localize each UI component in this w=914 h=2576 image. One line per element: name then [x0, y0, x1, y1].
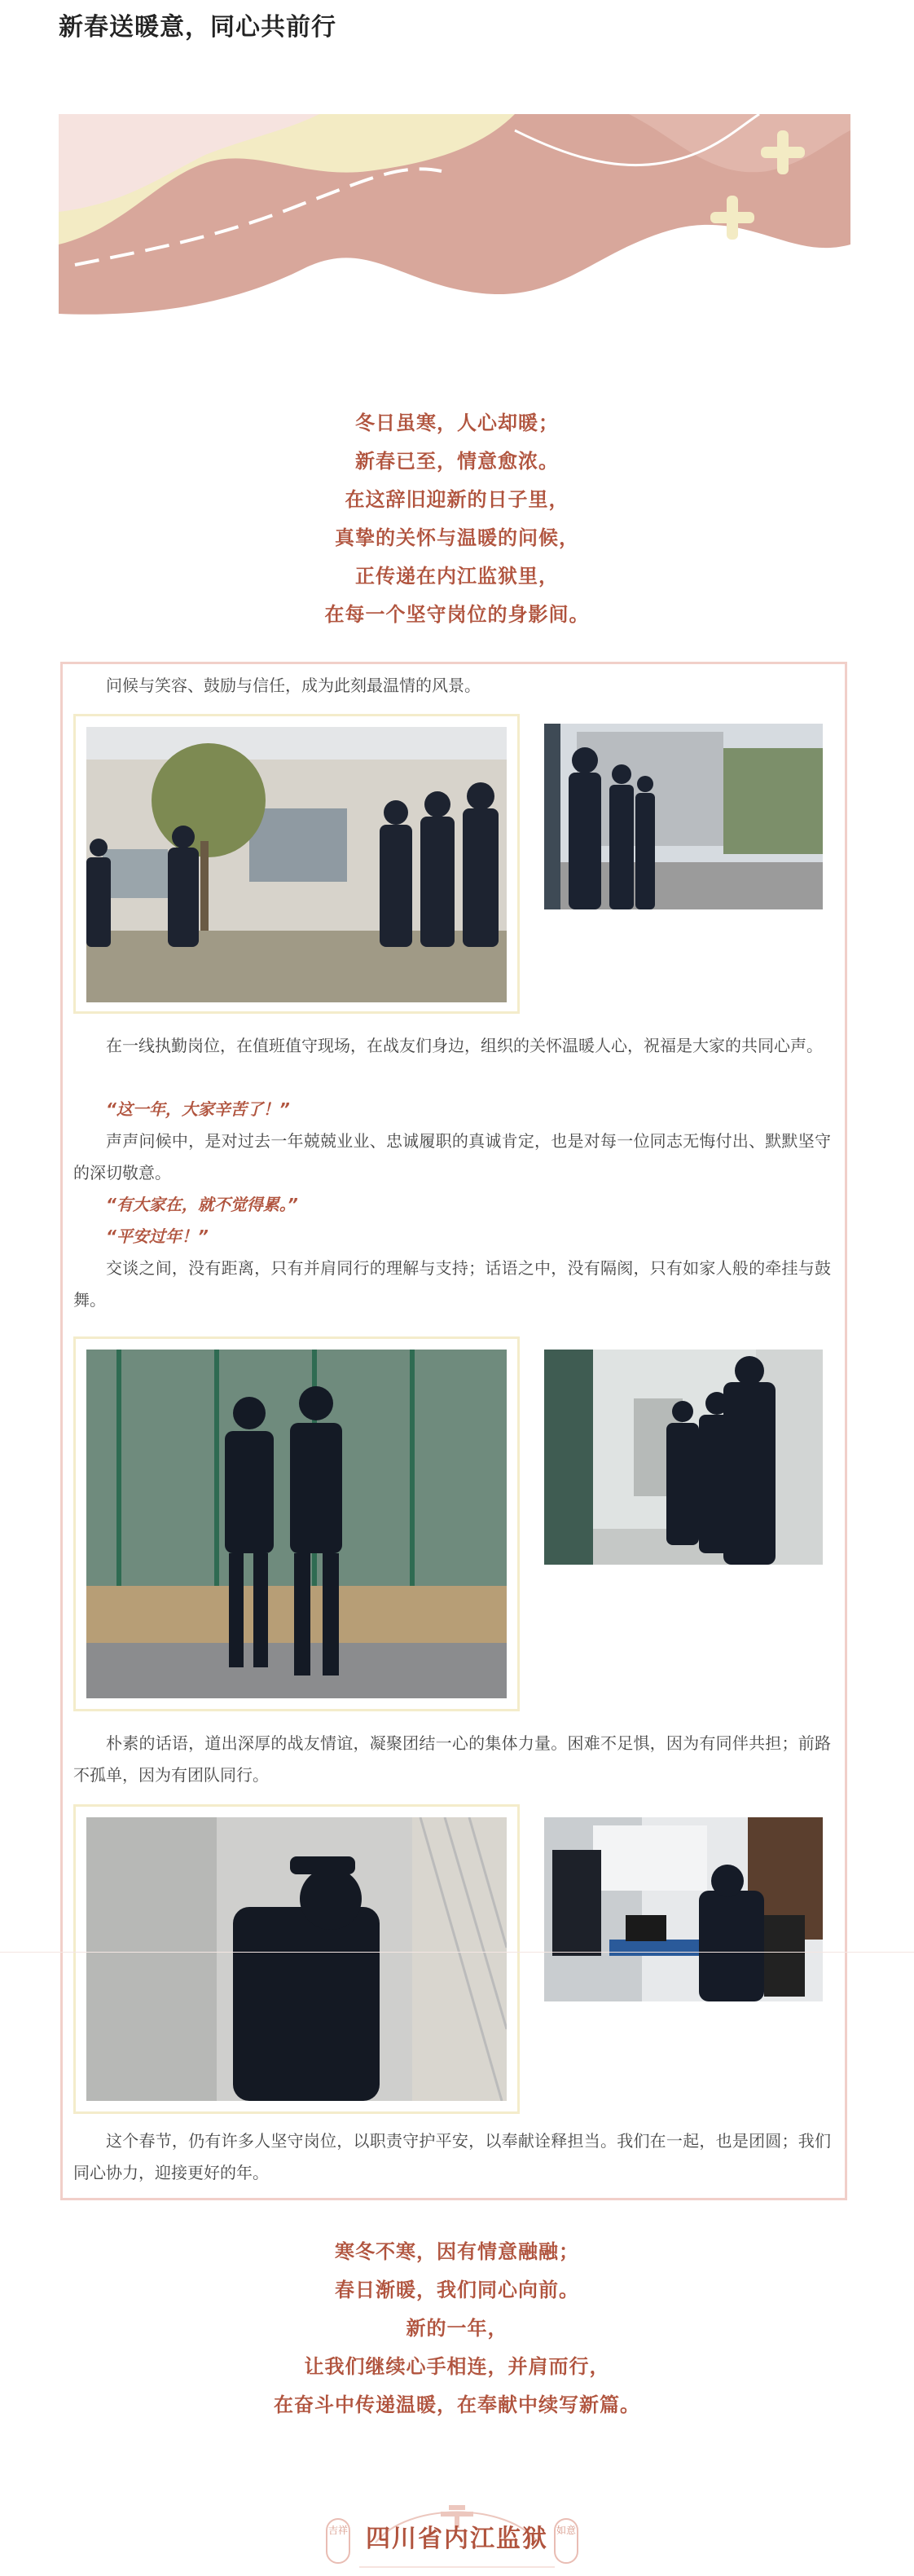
photo-patrol [86, 1350, 507, 1698]
photo-vehicle-check [86, 1817, 507, 2101]
photo-corridor [544, 1350, 823, 1565]
poem-line: 春日渐暖，我们同心向前。 [335, 2279, 579, 2301]
footer-name: 四川省内江监狱 [366, 2525, 548, 2553]
seal-left: 吉祥 [326, 2518, 350, 2564]
poem-line: 新的一年， [406, 2317, 508, 2340]
photo-inspection-line [86, 727, 507, 1002]
paragraph: 问候与笑容、鼓励与信任，成为此刻最温情的风景。 [106, 676, 481, 695]
photo-salute [544, 724, 823, 909]
poem-line: 在每一个坚守岗位的身影间。 [324, 603, 590, 626]
paragraph: 交谈之间，没有距离，只有并肩同行的理解与支持；话语之中，没有隔阂，只有如家人般的牵挂与鼓舞。 [73, 1258, 831, 1310]
decorative-banner [59, 114, 850, 318]
quote: “有大家在，就不觉得累。” [106, 1195, 298, 1214]
poem-line: 寒冬不寒，因有情意融融； [335, 2240, 579, 2263]
poem-line: 让我们继续心手相连，并肩而行， [304, 2355, 610, 2378]
divider [0, 1952, 914, 1953]
paragraph: 在一线执勤岗位，在值班值守现场，在战友们身边，组织的关怀温暖人心，祝福是大家的共同心声。 [106, 1036, 823, 1055]
poem-line: 正传递在内江监狱里， [355, 565, 559, 588]
paragraph: 这个春节，仍有许多人坚守岗位，以职责守护平安，以奉献诠释担当。我们在一起，也是团圆；我们同心协力，迎接更好的年。 [73, 2131, 831, 2182]
poem-line: 真挚的关怀与温暖的问候， [335, 526, 579, 549]
poem-line: 在奋斗中传递温暖，在奉献中续写新篇。 [274, 2393, 640, 2416]
quote: “这一年，大家辛苦了！” [106, 1099, 290, 1119]
poem-line: 冬日虽寒，人心却暖； [355, 412, 559, 434]
poem-line: 新春已至，情意愈浓。 [355, 450, 559, 473]
quote: “平安过年！” [106, 1226, 209, 1246]
seal-right: 如意 [554, 2518, 578, 2564]
article-title: 新春送暖意，同心共前行 [59, 13, 336, 42]
paragraph: 声声问候中，是对过去一年兢兢业业、忠诚履职的真诚肯定，也是对每一位同志无悔付出、默默坚守的深切敬意。 [73, 1131, 831, 1182]
intro-poem [0, 404, 914, 634]
poem-line: 在这辞旧迎新的日子里， [345, 488, 569, 511]
paragraph: 朴素的话语，道出深厚的战友情谊，凝聚团结一心的集体力量。困难不足惧，因为有同伴共担；前路不孤单，因为有团队同行。 [73, 1733, 831, 1785]
photo-control-room [544, 1817, 823, 2001]
closing-poem [0, 2233, 914, 2424]
